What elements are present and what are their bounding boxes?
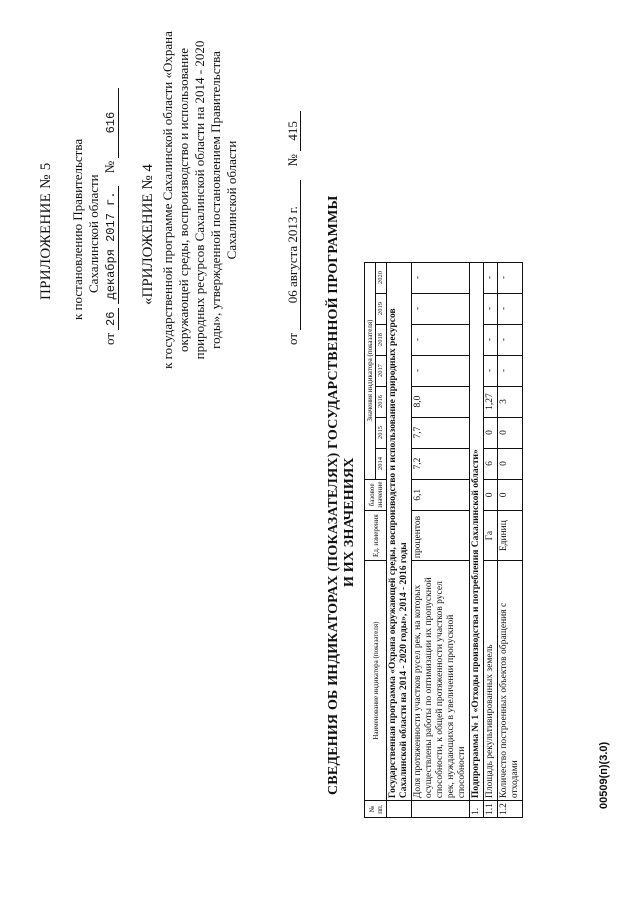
header-year: 2018: [376, 324, 387, 355]
resolution-date-row: [102, 88, 119, 345]
header-num: № пп.: [365, 801, 387, 818]
table-row: [412, 262, 470, 817]
resolution-reference: к постановлению Правительства: [70, 138, 85, 320]
cell-name: Площадь рекультивированных земель: [484, 561, 498, 801]
indicator-table: [364, 262, 523, 818]
approved-date: 06 августа 2013 г.: [286, 180, 301, 330]
cell-value: -: [412, 355, 470, 386]
cell-num: 1.2: [498, 801, 523, 818]
cell-unit: Единиц: [498, 511, 523, 561]
date-day: 26: [104, 308, 119, 330]
appendix-5-heading: ПРИЛОЖЕНИЕ № 5: [38, 162, 54, 300]
cell-value: 0: [498, 448, 523, 479]
cell-num: 1.1: [484, 801, 498, 818]
program-description: к государственной программе Сахалинской области «Охрана окружающей среды, воспроизводство и использование природных ресурсов Сахалинской области на 2014 - 2020 годы», утвержденной постановлением Правительства Сахалинской области: [160, 31, 239, 369]
cell-num: [412, 801, 470, 818]
program-row: [387, 262, 412, 817]
subprogram-row: [470, 262, 484, 817]
cell-base: 0: [498, 479, 523, 511]
approved-number-value: 415: [286, 111, 301, 151]
cell-value: -: [412, 293, 470, 324]
approved-number-label: №: [285, 154, 300, 167]
header-base: базовое значение: [365, 479, 387, 511]
appendix-4-heading: «ПРИЛОЖЕНИЕ № 4: [140, 164, 156, 305]
cell-unit: процентов: [412, 511, 470, 561]
header-values-group: Значения индикатора (показателя): [365, 262, 376, 479]
number-value: 616: [104, 88, 119, 158]
document-title-continuation: И ИХ ЗНАЧЕНИЯХ: [342, 457, 357, 587]
cell-num: 1.: [470, 801, 484, 818]
approved-prefix: от: [285, 332, 300, 345]
cell-value: 3: [498, 386, 523, 417]
cell-value: -: [498, 324, 523, 355]
subprogram-row-title: Подпрограмма № 1 «Отходы производства и потребления Сахалинской области»: [470, 262, 484, 801]
header-year: 2020: [376, 262, 387, 293]
cell-value: -: [484, 293, 498, 324]
header-year: 2017: [376, 355, 387, 386]
table-cell: [387, 801, 412, 818]
table-header-row: [365, 262, 376, 817]
table-row: [498, 262, 523, 817]
cell-value: -: [412, 324, 470, 355]
header-year: 2015: [376, 417, 387, 448]
header-unit: Ед. измерения: [365, 511, 387, 561]
cell-value: -: [412, 262, 470, 293]
date-prefix: от: [102, 332, 117, 345]
cell-base: 0: [484, 479, 498, 511]
cell-value: -: [484, 355, 498, 386]
cell-name: Количество построенных объектов обращения с отходами: [498, 561, 523, 801]
cell-unit: Га: [484, 511, 498, 561]
cell-value: 0: [498, 417, 523, 448]
resolution-region: Сахалинской области: [86, 174, 101, 293]
cell-value: -: [498, 293, 523, 324]
approved-date-row: [285, 111, 301, 345]
number-label: №: [102, 160, 117, 174]
document-code: 00509(п)(3.0): [598, 741, 610, 809]
date-month-year: декабря 2017 г.: [104, 186, 119, 304]
cell-value: 8,0: [412, 386, 470, 417]
cell-value: -: [484, 262, 498, 293]
cell-base: 6,1: [412, 479, 470, 511]
header-name: Наименование индикатора (показателя): [365, 561, 387, 801]
cell-value: 6: [484, 448, 498, 479]
header-year: 2016: [376, 386, 387, 417]
cell-name: Доля протяженности участков русел рек, на которых осуществлены работы по оптимизации их пропускной способности, к общей протяженности участков русел рек, нуждающихся в увеличении пропускной способности: [412, 561, 470, 801]
cell-value: -: [498, 355, 523, 386]
cell-value: -: [498, 262, 523, 293]
cell-value: 7,7: [412, 417, 470, 448]
program-row-title: Государственная программа «Охрана окружающей среды, воспроизводство и использование природных ресурсов Сахалинской области на 2014 - 2020 годы», 2014 - 2016 годы: [387, 262, 412, 801]
document-title: СВЕДЕНИЯ ОБ ИНДИКАТОРАХ (ПОКАЗАТЕЛЯХ) ГОСУДАРСТВЕННОЙ ПРОГРАММЫ: [326, 195, 341, 795]
table-row: [484, 262, 498, 817]
header-year: 2014: [376, 448, 387, 479]
header-year: 2019: [376, 293, 387, 324]
cell-value: 7,2: [412, 448, 470, 479]
cell-value: -: [484, 324, 498, 355]
cell-value: 0: [484, 417, 498, 448]
cell-value: 1,27: [484, 386, 498, 417]
